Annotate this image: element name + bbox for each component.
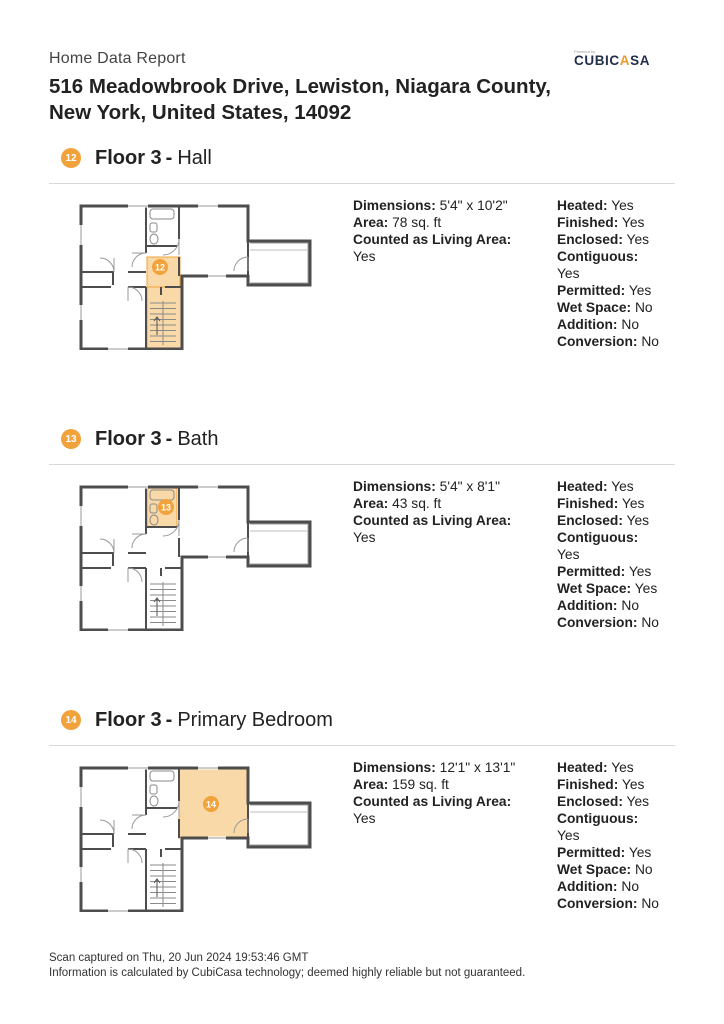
permitted-label: Permitted: [557,283,626,298]
logo-text-pre: CUBIC [574,53,620,68]
deck-outline [250,805,308,845]
heated-label: Heated: [557,198,608,213]
section-divider [49,745,675,746]
room-name: Hall [177,146,212,169]
dimensions-value: 5'4" x 10'2" [439,198,508,213]
property-address: 516 Meadowbrook Drive, Lewiston, Niagara County, New York, United States, 14092 [49,75,551,124]
footer [49,951,525,981]
wet-space-value: Yes [634,581,658,596]
living-area-label: Counted as Living Area: [353,232,512,247]
permitted-label: Permitted: [557,845,626,860]
door-swing [132,253,146,267]
finished-label: Finished: [557,496,619,511]
dimensions-label: Dimensions: [353,760,436,775]
area-value: 43 sq. ft [392,496,442,511]
dimensions-label: Dimensions: [353,198,436,213]
contiguous-label: Contiguous: [557,811,639,826]
floor-plan [78,757,316,912]
room-details [353,759,533,827]
exterior-wall [81,487,310,630]
dimensions-value: 12'1" x 13'1" [439,760,516,775]
heated-value: Yes [611,479,634,494]
addition-label: Addition: [557,879,618,894]
door-swing [128,287,142,301]
door-swing [234,257,248,271]
area-label: Area: [353,215,389,230]
heated-label: Heated: [557,760,608,775]
room-title-dash: - [165,146,173,169]
door-swing [128,849,142,863]
floor-plan [78,195,316,350]
conversion-value: No [641,896,659,911]
enclosed-value: Yes [626,513,650,528]
wet-space-value: No [634,862,653,877]
dimensions-row [353,197,533,214]
room-details [353,197,533,265]
room-flags [557,759,677,912]
finished-label: Finished: [557,215,619,230]
living-area-value: Yes [353,811,376,826]
room-number-badge: 13 [61,429,81,449]
addition-value: No [621,317,640,332]
floor-plan [78,476,316,631]
logo-wordmark [574,54,664,68]
room-name: Primary Bedroom [177,708,333,731]
disclaimer-note: Information is calculated by CubiCasa technology; deemed highly reliable but not guaranteed. [49,967,526,979]
living-area-value: Yes [353,530,376,545]
door-swing [234,538,248,552]
door-swing [132,534,146,548]
cubicasa-logo [574,49,664,68]
addition-value: No [621,598,640,613]
permitted-value: Yes [628,564,652,579]
stair-arrow [154,598,160,616]
living-area-label: Counted as Living Area: [353,513,512,528]
heated-value: Yes [611,760,634,775]
sink [150,785,157,794]
exterior-wall [81,206,310,349]
room-header [61,145,212,171]
bathtub [150,209,174,219]
dimensions-label: Dimensions: [353,479,436,494]
enclosed-label: Enclosed: [557,794,623,809]
heated-label: Heated: [557,479,608,494]
room-header [61,426,219,452]
door-swing [100,820,114,834]
room-title [95,147,212,170]
deck-outline [250,524,308,564]
enclosed-label: Enclosed: [557,232,623,247]
room-floor: Floor 3 [95,427,162,450]
wet-space-label: Wet Space: [557,581,632,596]
section-divider [49,464,675,465]
door-swing [128,568,142,582]
sink [150,223,157,232]
finished-value: Yes [621,496,645,511]
enclosed-value: Yes [626,232,650,247]
room-floor: Floor 3 [95,146,162,169]
door-swing [100,539,114,553]
heated-value: Yes [611,198,634,213]
room-name: Bath [177,427,219,450]
room-flags [557,478,677,631]
finished-value: Yes [621,777,645,792]
permitted-label: Permitted: [557,564,626,579]
contiguous-label: Contiguous: [557,530,639,545]
permitted-value: Yes [628,283,652,298]
contiguous-label: Contiguous: [557,249,639,264]
plan-room-badge-number: 12 [154,262,166,273]
finished-value: Yes [621,215,645,230]
room-title [95,428,219,451]
section-divider [49,183,675,184]
room-highlight [147,287,182,349]
toilet [150,234,158,244]
logo-text-accent: A [619,53,631,68]
area-row [353,214,533,231]
room-details [353,478,533,546]
wet-space-label: Wet Space: [557,300,632,315]
conversion-label: Conversion: [557,896,638,911]
plan-room-badge-number: 14 [205,799,217,810]
finished-label: Finished: [557,777,619,792]
contiguous-value: Yes [557,828,580,843]
permitted-value: Yes [628,845,652,860]
dimensions-value: 5'4" x 8'1" [439,479,500,494]
scan-captured-note: Scan captured on Thu, 20 Jun 2024 19:53:46 GMT [49,952,309,964]
door-swing [132,815,146,829]
report-label: Home Data Report [49,50,186,67]
room-title [95,709,333,732]
logo-powered-by: Powered by [574,49,596,54]
contiguous-value: Yes [557,547,580,562]
room-number-badge: 12 [61,148,81,168]
area-value: 159 sq. ft [392,777,449,792]
conversion-label: Conversion: [557,334,638,349]
living-area-label: Counted as Living Area: [353,794,512,809]
room-title-dash: - [165,427,173,450]
conversion-value: No [641,334,659,349]
deck-outline [250,243,308,283]
room-flags [557,197,677,350]
conversion-value: No [641,615,659,630]
plan-room-badge-number: 13 [160,502,172,513]
enclosed-value: Yes [626,794,650,809]
logo-text-post: SA [630,53,651,68]
room-header [61,707,333,733]
enclosed-label: Enclosed: [557,513,623,528]
addition-label: Addition: [557,317,618,332]
room-title-dash: - [165,708,173,731]
area-value: 78 sq. ft [392,215,442,230]
bathtub [150,771,174,781]
room-floor: Floor 3 [95,708,162,731]
toilet [150,796,158,806]
room-number-badge: 14 [61,710,81,730]
conversion-label: Conversion: [557,615,638,630]
living-area-value: Yes [353,249,376,264]
area-label: Area: [353,496,389,511]
contiguous-value: Yes [557,266,580,281]
area-label: Area: [353,777,389,792]
stair-arrow [154,879,160,897]
addition-label: Addition: [557,598,618,613]
door-swing [100,258,114,272]
wet-space-label: Wet Space: [557,862,632,877]
addition-value: No [621,879,640,894]
wet-space-value: No [634,300,653,315]
